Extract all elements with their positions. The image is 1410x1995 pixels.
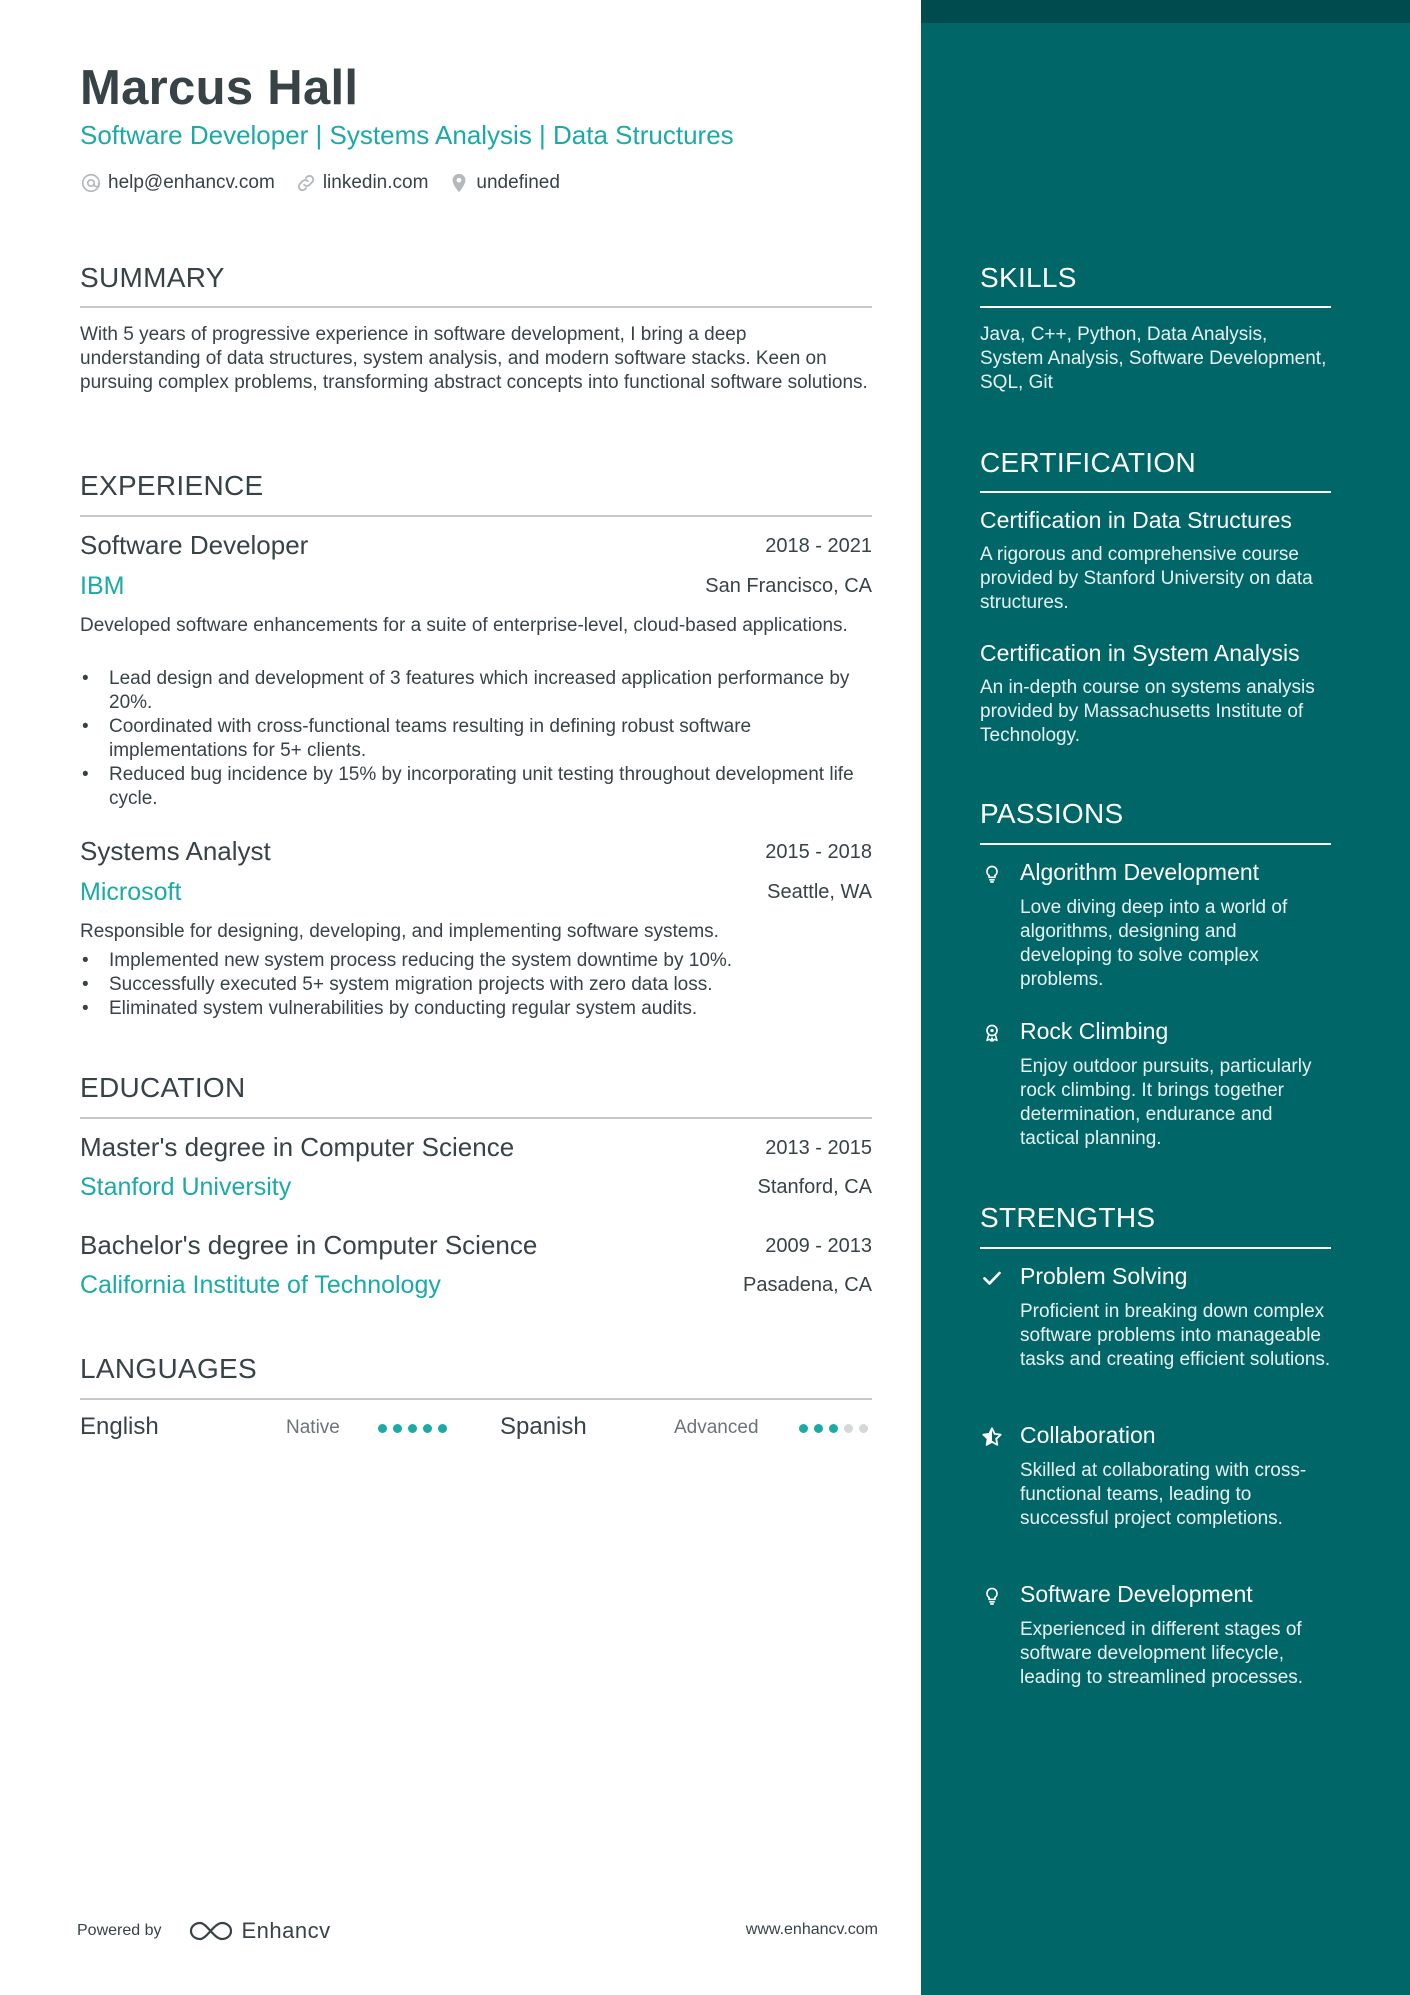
proficiency-dot-filled (378, 1424, 387, 1433)
location-icon (448, 172, 470, 194)
contact-email[interactable] (80, 172, 275, 194)
skills-divider (980, 306, 1331, 308)
certification-description: A rigorous and comprehensive course provided by Stanford University on data structures. (980, 544, 1313, 613)
footer-powered-by (77, 1918, 331, 1944)
summary-title: SUMMARY (80, 262, 225, 293)
language-proficiency-dots (799, 1424, 874, 1433)
proficiency-dot-filled (829, 1424, 838, 1433)
education-school: California Institute of Technology (80, 1271, 441, 1299)
education-school: Stanford University (80, 1173, 292, 1201)
skills-title: SKILLS (980, 262, 1077, 293)
link-icon (295, 172, 317, 194)
experience-title: EXPERIENCE (80, 470, 264, 501)
education-title: EDUCATION (80, 1072, 246, 1103)
education-location: Stanford, CA (757, 1176, 872, 1198)
list-item: • Coordinated with cross-functional teams resulting in defining robust software implementations for 5+ clients. (80, 715, 872, 763)
summary-text: With 5 years of progressive experience in software development, I bring a deep understanding of data structures, system analysis, and modern software stacks. Keen on pursuing complex problems, transforming abstract concepts into functional software solutions. (80, 324, 868, 393)
passion-name: Rock Climbing (1020, 1018, 1169, 1044)
passion-name: Algorithm Development (1020, 859, 1260, 885)
job-title: Systems Analyst (80, 836, 271, 866)
proficiency-dot-filled (799, 1424, 808, 1433)
summary-divider (80, 306, 872, 308)
education-dates: 2013 - 2015 (765, 1137, 872, 1159)
certification-divider (980, 491, 1331, 493)
passions-title: PASSIONS (980, 798, 1124, 829)
job-location: San Francisco, CA (705, 575, 872, 597)
job-description: Developed software enhancements for a suite of enterprise-level, cloud-based applications. (80, 615, 848, 636)
proficiency-dot-filled (814, 1424, 823, 1433)
job-dates: 2015 - 2018 (765, 841, 872, 863)
list-item: • Implemented new system process reducing the system downtime by 10%. (80, 949, 872, 973)
star-icon (980, 1425, 1004, 1449)
education-divider (80, 1117, 872, 1119)
strength-description: Experienced in different stages of software development lifecycle, leading to streamlined processes. (1020, 1619, 1304, 1688)
languages-title: LANGUAGES (80, 1353, 257, 1384)
certification-name: Certification in System Analysis (980, 640, 1300, 666)
language-level: Native (286, 1417, 340, 1438)
proficiency-dot-filled (423, 1424, 432, 1433)
enhancv-logo[interactable] (188, 1918, 331, 1944)
job-dates: 2018 - 2021 (765, 535, 872, 557)
strength-description: Skilled at collaborating with cross-functional teams, leading to successful project completions. (1020, 1460, 1307, 1529)
medal-icon (980, 1021, 1004, 1045)
list-item: • Reduced bug incidence by 15% by incorporating unit testing throughout development life cycle. (80, 763, 872, 811)
proficiency-dot-empty (859, 1424, 868, 1433)
contact-linkedin[interactable] (295, 172, 429, 194)
list-item: • Lead design and development of 3 features which increased application performance by 20%. (80, 667, 872, 715)
education-degree: Bachelor's degree in Computer Science (80, 1230, 538, 1260)
job-location: Seattle, WA (767, 881, 872, 903)
strength-name: Collaboration (1020, 1422, 1156, 1448)
lightbulb-icon (980, 862, 1004, 886)
candidate-name: Marcus Hall (80, 61, 359, 115)
contact-location (448, 172, 559, 194)
job-title: Software Developer (80, 530, 309, 560)
experience-divider (80, 515, 872, 517)
language-name: Spanish (500, 1413, 587, 1440)
certification-name: Certification in Data Structures (980, 507, 1292, 533)
at-icon (80, 172, 102, 194)
job-company: Microsoft (80, 878, 182, 906)
proficiency-dot-filled (393, 1424, 402, 1433)
education-location: Pasadena, CA (743, 1274, 872, 1296)
passion-description: Love diving deep into a world of algorithms, designing and developing to solve complex problems. (1020, 897, 1288, 990)
list-item: • Eliminated system vulnerabilities by conducting regular system audits. (80, 997, 872, 1021)
lightbulb-icon (980, 1584, 1004, 1608)
strengths-title: STRENGTHS (980, 1202, 1156, 1233)
enhancv-logo-text: Enhancv (241, 1918, 331, 1943)
job-description: Responsible for designing, developing, and implementing software systems. (80, 921, 719, 942)
sidebar-top-band (921, 0, 1410, 23)
footer-url[interactable]: www.enhancv.com (745, 1921, 878, 1938)
strength-description: Proficient in breaking down complex software problems into manageable tasks and creating efficient solutions. (1020, 1301, 1331, 1370)
language-proficiency-dots (378, 1424, 453, 1433)
job-bullets (80, 949, 872, 1021)
strengths-divider (980, 1247, 1331, 1249)
education-dates: 2009 - 2013 (765, 1235, 872, 1257)
candidate-subtitle: Software Developer | Systems Analysis | Data Structures (80, 120, 734, 150)
skills-text: Java, C++, Python, Data Analysis, System Analysis, Software Development, SQL, Git (980, 324, 1327, 393)
sidebar (921, 0, 1410, 1995)
languages-divider (80, 1398, 872, 1400)
contact-linkedin-text: linkedin.com (322, 172, 429, 193)
contact-location-text: undefined (476, 172, 560, 193)
passions-divider (980, 843, 1331, 845)
job-company: IBM (80, 572, 125, 600)
education-degree: Master's degree in Computer Science (80, 1132, 515, 1162)
strength-name: Software Development (1020, 1581, 1253, 1607)
powered-by-label: Powered by (77, 1922, 162, 1939)
certification-description: An in-depth course on systems analysis provided by Massachusetts Institute of Technology. (980, 677, 1315, 746)
strength-name: Problem Solving (1020, 1263, 1188, 1289)
proficiency-dot-filled (438, 1424, 447, 1433)
language-level: Advanced (674, 1417, 759, 1438)
job-bullets (80, 667, 872, 811)
check-icon (980, 1266, 1004, 1290)
language-name: English (80, 1413, 159, 1440)
enhancv-logo-icon (188, 1919, 234, 1943)
contact-list (80, 172, 580, 194)
passion-description: Enjoy outdoor pursuits, particularly rock climbing. It brings together determination, endurance and tactical planning. (1020, 1056, 1312, 1149)
contact-email-text: help@enhancv.com (108, 172, 275, 193)
proficiency-dot-empty (844, 1424, 853, 1433)
certification-title: CERTIFICATION (980, 447, 1196, 478)
list-item: • Successfully executed 5+ system migration projects with zero data loss. (80, 973, 872, 997)
proficiency-dot-filled (408, 1424, 417, 1433)
